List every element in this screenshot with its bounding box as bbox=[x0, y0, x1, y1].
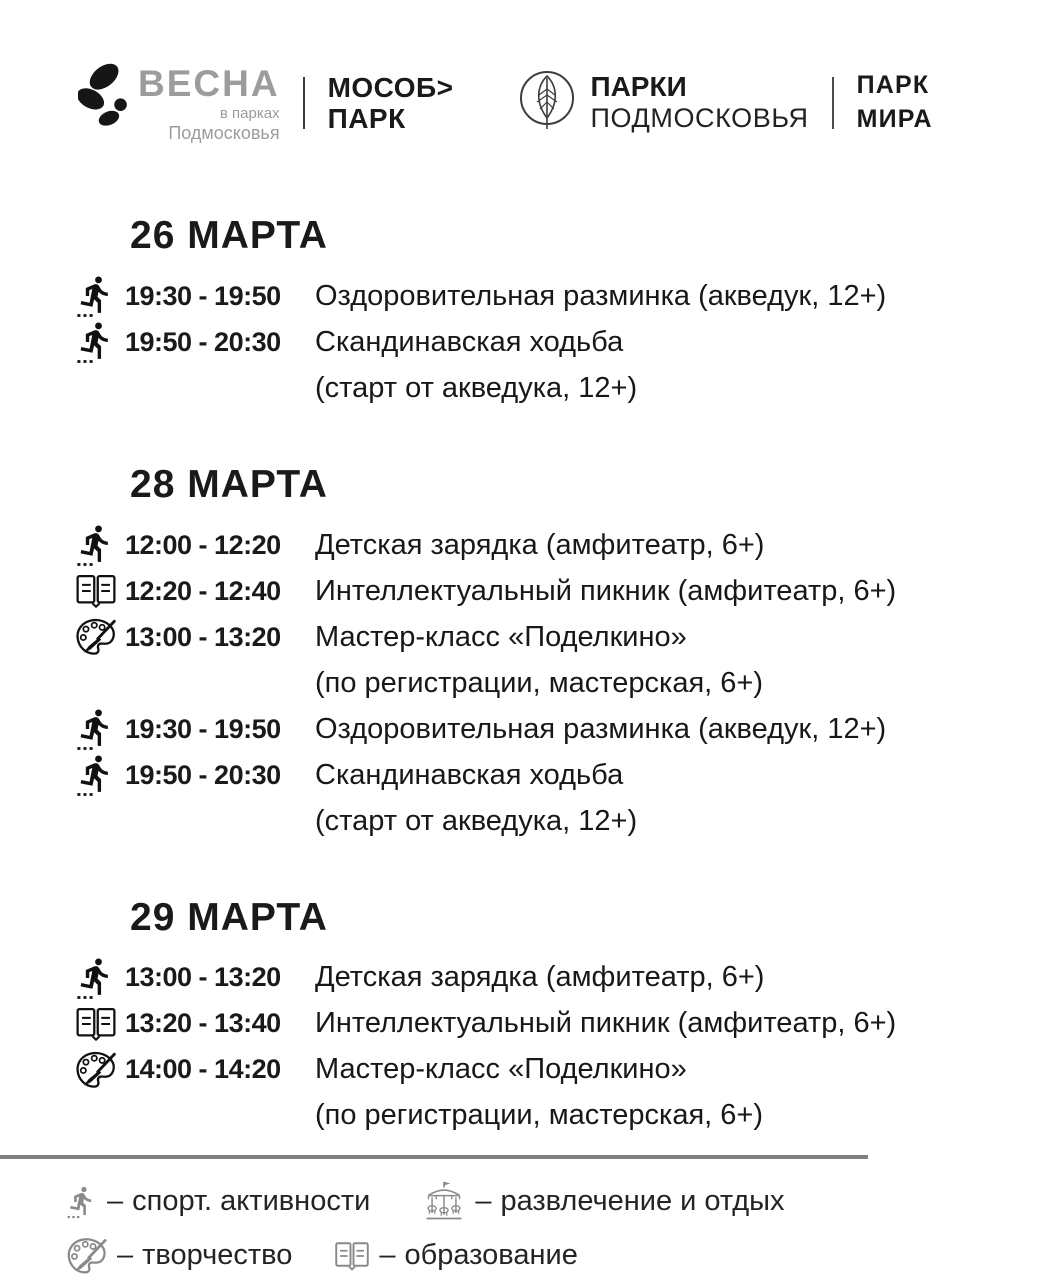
legend-dash: – bbox=[379, 1239, 396, 1272]
event-time: 14:00 - 14:20 bbox=[125, 1054, 281, 1085]
event-row bbox=[75, 568, 1049, 614]
runner-icon bbox=[66, 1185, 98, 1219]
palette-icon bbox=[75, 1048, 125, 1092]
event-title: Скандинавская ходьба bbox=[315, 325, 624, 358]
event-time: 19:50 - 20:30 bbox=[125, 759, 281, 790]
park-mira-line2: МИРА bbox=[856, 105, 933, 134]
legend-label: образование bbox=[404, 1239, 578, 1272]
event-time: 12:00 - 12:20 bbox=[125, 529, 281, 560]
parki-podmoskovya-logo bbox=[517, 68, 808, 139]
legend-dash: – bbox=[475, 1185, 492, 1218]
runner-icon bbox=[75, 753, 125, 797]
legend-item-entertainment bbox=[422, 1179, 784, 1225]
section-date-heading: 26 МАРТА bbox=[130, 214, 328, 258]
park-mira-logo bbox=[857, 69, 933, 137]
runner-icon bbox=[75, 707, 125, 751]
section-date-heading: 28 МАРТА bbox=[130, 463, 328, 507]
schedule-section-28-march bbox=[75, 465, 1049, 844]
vesna-logo bbox=[78, 62, 280, 144]
event-time: 13:00 - 13:20 bbox=[125, 962, 281, 993]
event-time: 19:50 - 20:30 bbox=[125, 326, 281, 357]
event-row bbox=[75, 752, 1049, 798]
event-row bbox=[75, 1047, 1049, 1093]
event-time: 19:30 - 19:50 bbox=[125, 713, 281, 744]
schedule bbox=[0, 216, 1049, 1139]
section-date-heading: 29 МАРТА bbox=[130, 896, 328, 940]
event-time: 13:00 - 13:20 bbox=[125, 621, 281, 652]
parki-line1: ПАРКИ bbox=[590, 71, 687, 103]
palette-icon bbox=[75, 615, 125, 659]
event-title: Мастер-класс «Поделкино» bbox=[315, 1053, 687, 1086]
event-title: Интеллектуальный пикник (амфитеатр, 6+) bbox=[315, 1007, 897, 1040]
schedule-section-29-march bbox=[75, 898, 1049, 1139]
event-title: Оздоровительная разминка (акведук, 12+) bbox=[315, 279, 887, 312]
event-note: (по регистрации, мастерская, 6+) bbox=[315, 1099, 764, 1132]
carousel-icon bbox=[422, 1179, 466, 1225]
legend-item-education bbox=[334, 1239, 577, 1273]
event-row bbox=[75, 614, 1049, 660]
legend-label: творчество bbox=[142, 1239, 293, 1272]
header-divider bbox=[303, 77, 305, 129]
event-title: Детская зарядка (амфитеатр, 6+) bbox=[315, 961, 765, 994]
runner-icon bbox=[75, 320, 125, 364]
event-note: (по регистрации, мастерская, 6+) bbox=[315, 666, 764, 699]
event-time: 12:20 - 12:40 bbox=[125, 575, 281, 606]
event-note: (старт от акведука, 12+) bbox=[315, 371, 638, 404]
event-time: 19:30 - 19:50 bbox=[125, 280, 281, 311]
legend-item-sport bbox=[66, 1185, 370, 1219]
mosobpark-line2: ПАРК bbox=[327, 103, 406, 135]
legend-label: развлечение и отдых bbox=[500, 1185, 785, 1218]
legend-item-creativity bbox=[66, 1237, 292, 1275]
header bbox=[0, 0, 1049, 144]
event-row bbox=[75, 522, 1049, 568]
book-icon bbox=[75, 1002, 125, 1046]
event-title: Оздоровительная разминка (акведук, 12+) bbox=[315, 712, 887, 745]
book-icon bbox=[334, 1239, 370, 1273]
event-row bbox=[75, 706, 1049, 752]
park-mira-line1: ПАРК bbox=[856, 71, 930, 100]
event-time: 13:20 - 13:40 bbox=[125, 1008, 281, 1039]
event-row bbox=[75, 955, 1049, 1001]
event-title: Интеллектуальный пикник (амфитеатр, 6+) bbox=[315, 574, 897, 607]
mosobpark-logo bbox=[328, 72, 454, 135]
mosobpark-line1: МОСОБ> bbox=[327, 71, 454, 103]
runner-icon bbox=[75, 956, 125, 1000]
legend-label: спорт. активности bbox=[132, 1185, 371, 1218]
vesna-logo-title: ВЕСНА bbox=[138, 63, 280, 104]
parki-line2: ПОДМОСКОВЬЯ bbox=[590, 102, 809, 133]
schedule-section-26-march bbox=[75, 216, 1049, 411]
event-title: Скандинавская ходьба bbox=[315, 758, 624, 791]
event-row bbox=[75, 319, 1049, 365]
leaf-circle-icon bbox=[517, 68, 577, 139]
book-icon bbox=[75, 569, 125, 613]
event-row bbox=[75, 273, 1049, 319]
legend-dash: – bbox=[117, 1239, 134, 1272]
event-title: Детская зарядка (амфитеатр, 6+) bbox=[315, 528, 765, 561]
legend-divider-line bbox=[0, 1155, 868, 1159]
vesna-logo-subtitle-1: в парках bbox=[219, 105, 280, 123]
petals-icon bbox=[78, 62, 136, 135]
palette-icon bbox=[66, 1237, 108, 1275]
event-title: Мастер-класс «Поделкино» bbox=[315, 620, 687, 653]
header-divider bbox=[832, 77, 834, 129]
vesna-logo-subtitle-2: Подмосковья bbox=[168, 123, 280, 144]
runner-icon bbox=[75, 523, 125, 567]
legend bbox=[0, 1179, 1049, 1275]
legend-dash: – bbox=[107, 1185, 124, 1218]
event-note: (старт от акведука, 12+) bbox=[315, 804, 638, 837]
runner-icon bbox=[75, 274, 125, 318]
event-row bbox=[75, 1001, 1049, 1047]
